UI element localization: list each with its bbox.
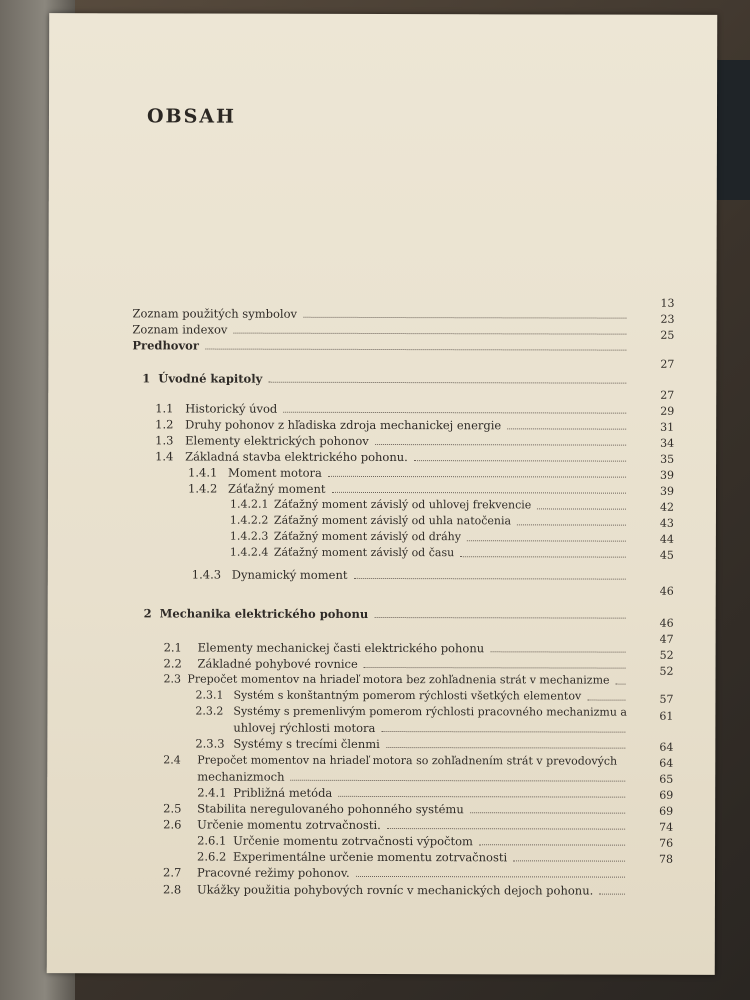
page-number: 47 <box>659 632 674 646</box>
page-number: 78 <box>659 852 674 866</box>
leader-dots <box>328 476 626 478</box>
leader-dots <box>470 812 625 813</box>
leader-dots <box>537 508 626 509</box>
toc-label: Záťažný moment závislý od času <box>273 545 455 560</box>
leader-dots <box>364 667 626 669</box>
page-number: 44 <box>659 532 674 546</box>
toc-number: 2.6 <box>163 817 182 832</box>
page-number: 74 <box>659 820 674 834</box>
toc-label: Záťažný moment závislý od dráhy <box>273 529 461 544</box>
leader-dots <box>387 828 625 830</box>
toc-label: mechanizmoch <box>197 769 285 784</box>
leader-dots <box>268 382 626 384</box>
leader-dots <box>233 333 626 335</box>
page-number: 46 <box>659 616 674 630</box>
toc-number: 1.4.2.4 <box>229 545 269 559</box>
toc-entry <box>188 481 632 496</box>
toc-entry <box>197 770 631 785</box>
toc-label: Približná metóda <box>233 785 333 800</box>
toc-number: 1.3 <box>155 433 174 448</box>
page-number: 69 <box>659 788 674 802</box>
page-number: 34 <box>660 436 675 450</box>
toc-label: Záťažný moment <box>227 481 326 496</box>
leader-dots <box>599 894 625 895</box>
toc-entry <box>230 498 632 513</box>
page-number: 39 <box>659 484 675 498</box>
toc-number: 2.3 <box>163 672 182 686</box>
page-number: 52 <box>659 664 674 678</box>
page-number: 65 <box>659 772 674 786</box>
toc-number: 2.5 <box>163 801 182 816</box>
leader-dots <box>332 492 626 494</box>
leader-dots <box>507 428 626 429</box>
toc-number: 1.4.2.3 <box>229 529 269 543</box>
toc-entry <box>155 433 632 448</box>
toc-entry <box>192 568 632 583</box>
leader-dots <box>479 844 625 845</box>
toc-label: Systémy s premenlivým pomerom rýchlosti pracovného mechanizmu a <box>233 704 628 719</box>
toc-entry <box>163 882 631 897</box>
toc-number: 1.4.3 <box>191 567 222 582</box>
leader-dots <box>338 796 625 798</box>
leader-dots <box>290 780 625 782</box>
page-number: 43 <box>659 516 674 530</box>
toc-label: Systémy s trecími členmi <box>233 736 380 751</box>
toc-number: 1.2 <box>155 417 174 432</box>
toc-entry <box>163 865 631 880</box>
toc-entry <box>230 530 632 545</box>
toc-entry <box>132 306 632 321</box>
toc-entry <box>163 801 631 816</box>
toc-number: 1 <box>142 371 151 386</box>
page-number: 57 <box>659 692 674 706</box>
leader-dots <box>386 747 625 749</box>
toc-label: Druhy pohonov z hľadiska zdroja mechanickej energie <box>185 417 502 433</box>
toc-number: 1.4.2.1 <box>229 497 269 511</box>
page-number: 31 <box>660 420 675 434</box>
toc-label: Mechanika elektrického pohonu <box>159 606 369 621</box>
toc-number: 2.6.2 <box>197 849 227 864</box>
page-number: 27 <box>660 357 675 371</box>
toc-entry <box>155 449 632 464</box>
toc-label: Prepočet momentov na hriadeľ motora so zohľadnením strát v prevodových <box>197 753 618 768</box>
toc-number: 2.3.1 <box>195 688 224 702</box>
toc-number: 1.4.2 <box>187 481 218 496</box>
toc-entry <box>195 705 631 720</box>
page-number: 42 <box>659 500 674 514</box>
leader-dots <box>460 556 626 557</box>
page-number: 13 <box>660 296 675 310</box>
leader-dots <box>616 684 626 685</box>
page-number: 27 <box>660 388 675 402</box>
toc-label: uhlovej rýchlosti motora <box>233 720 376 735</box>
page-number: 25 <box>660 328 675 342</box>
toc-entry <box>163 753 631 768</box>
leader-dots <box>490 651 625 652</box>
toc-label: Určenie momentu zotrvačnosti výpočtom <box>233 833 473 849</box>
toc-number: 2.1 <box>163 640 182 655</box>
toc-entry <box>197 850 631 865</box>
toc-number: 1.4 <box>155 449 174 464</box>
toc-label: Zoznam indexov <box>132 322 228 337</box>
toc-entry <box>197 834 631 849</box>
toc-label: Pracovné režimy pohonov. <box>196 865 350 880</box>
table-of-contents <box>47 13 718 975</box>
toc-entry <box>233 721 631 736</box>
toc-entry <box>163 672 631 687</box>
toc-number: 2.3.2 <box>195 704 224 718</box>
toc-label: Elementy elektrických pohonov <box>185 433 369 448</box>
toc-label: Dynamický moment <box>231 567 348 582</box>
toc-label: Záťažný moment závislý od uhlovej frekvencie <box>273 497 532 512</box>
toc-entry <box>163 817 631 832</box>
toc-label: Predhovor <box>132 338 199 353</box>
page-number: 64 <box>659 756 674 770</box>
leader-dots <box>303 317 626 319</box>
toc-entry <box>132 322 632 337</box>
page-number: 45 <box>659 548 674 562</box>
leader-dots <box>513 860 625 861</box>
page-title: OBSAH <box>146 105 237 128</box>
toc-entry <box>230 546 632 561</box>
toc-entry <box>197 786 631 801</box>
toc-number: 2.6.1 <box>197 833 227 848</box>
book-page <box>47 13 718 975</box>
toc-number: 1.4.2.2 <box>229 513 269 527</box>
leader-dots <box>517 524 626 525</box>
toc-label: Moment motora <box>228 465 322 480</box>
leader-dots <box>381 731 625 733</box>
page-number: 35 <box>660 452 675 466</box>
toc-label: Experimentálne určenie momentu zotrvačnosti <box>233 849 508 865</box>
toc-entry <box>188 465 632 480</box>
toc-label: Základné pohybové rovnice <box>197 656 358 671</box>
toc-entry <box>230 514 632 529</box>
toc-number: 2.7 <box>162 865 182 880</box>
leader-dots <box>205 349 626 351</box>
toc-entry <box>144 606 632 621</box>
toc-number: 2.4.1 <box>197 785 227 800</box>
toc-number: 1.1 <box>155 401 174 416</box>
leader-dots <box>356 876 625 878</box>
leader-dots <box>467 540 626 541</box>
toc-number: 2.4 <box>163 753 181 767</box>
toc-number: 2.8 <box>162 882 182 897</box>
page-number: 52 <box>659 648 674 662</box>
page-number: 61 <box>659 709 674 723</box>
toc-label: Základná stavba elektrického pohonu. <box>185 449 408 465</box>
toc-entry <box>142 371 632 386</box>
toc-label: Zoznam použitých symbolov <box>132 306 298 321</box>
toc-entry <box>195 689 631 704</box>
toc-label: Historický úvod <box>185 401 278 416</box>
toc-label: Úvodné kapitoly <box>158 371 263 386</box>
leader-dots <box>414 460 626 462</box>
toc-entry <box>132 338 632 353</box>
page-number: 46 <box>659 584 674 598</box>
toc-entry <box>164 640 632 655</box>
toc-label: Ukážky použitia pohybových rovníc v mechanických dejoch pohonu. <box>196 882 594 898</box>
toc-entry <box>155 401 632 416</box>
toc-label: Prepočet momentov na hriadeľ motora bez zohľadnenia strát v mechanizme <box>187 672 610 687</box>
leader-dots <box>353 578 625 580</box>
leader-dots <box>587 700 625 701</box>
toc-number: 2.2 <box>163 656 182 671</box>
page-number: 23 <box>660 312 675 326</box>
page-number: 69 <box>659 804 674 818</box>
page-number: 76 <box>659 836 674 850</box>
page-number: 29 <box>660 404 675 418</box>
toc-entry <box>164 656 632 671</box>
leader-dots <box>374 617 625 619</box>
toc-number: 2.3.3 <box>195 736 225 751</box>
toc-entry <box>155 417 632 432</box>
toc-number: 1.4.1 <box>188 465 218 480</box>
leader-dots <box>375 444 626 446</box>
toc-label: Záťažný moment závislý od uhla natočenia <box>273 513 512 528</box>
page-number: 39 <box>660 468 675 482</box>
toc-label: Systém s konštantným pomerom rýchlosti všetkých elementov <box>233 688 582 703</box>
leader-dots <box>283 412 626 414</box>
toc-label: Stabilita neregulovaného pohonného systému <box>197 801 464 817</box>
toc-number: 2 <box>143 606 152 621</box>
toc-label: Elementy mechanickej časti elektrického pohonu <box>197 640 485 656</box>
toc-entry <box>195 737 631 752</box>
page-number: 64 <box>659 740 674 754</box>
toc-label: Určenie momentu zotrvačnosti. <box>197 817 381 832</box>
